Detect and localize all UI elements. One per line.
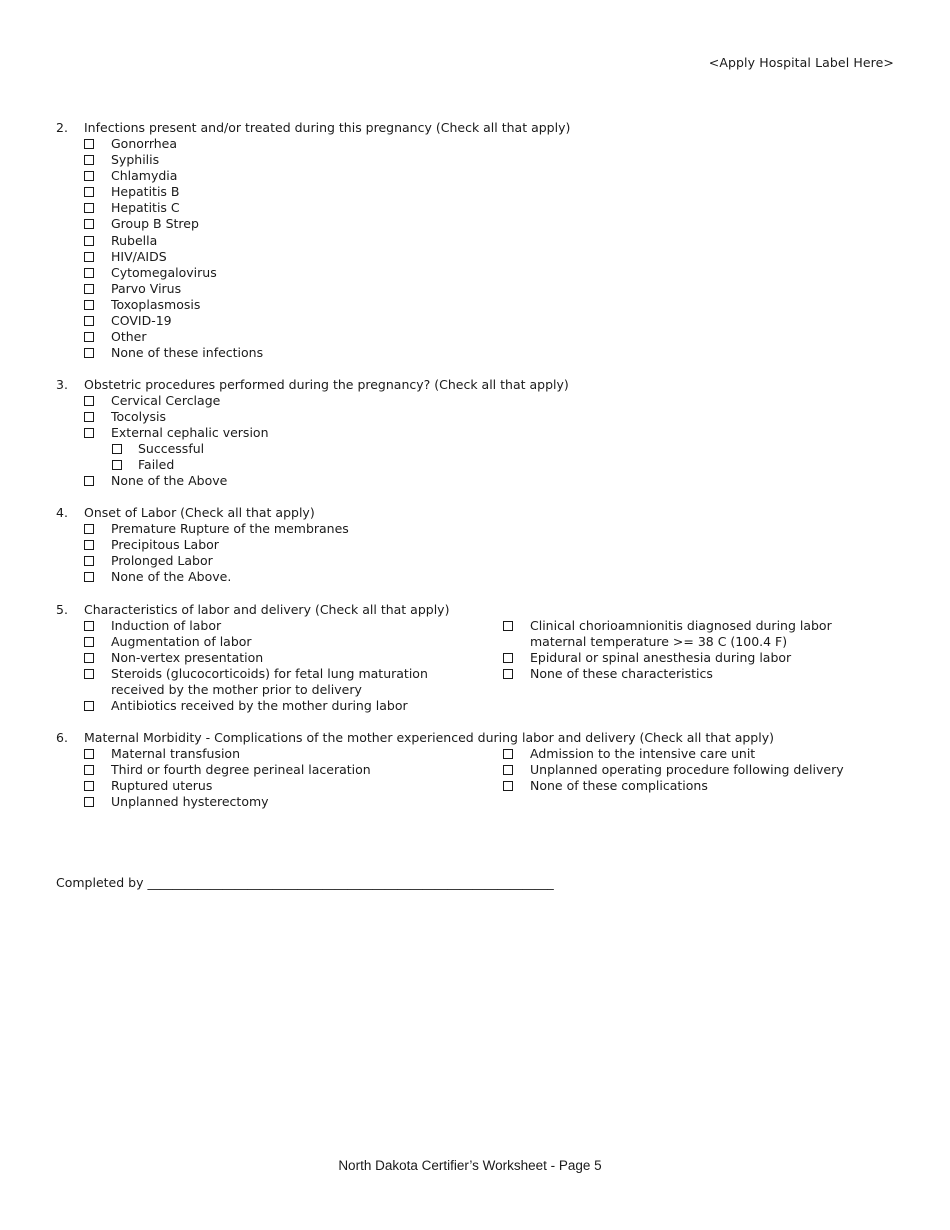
checkbox[interactable] [84,187,94,197]
q6-option-none[interactable] [503,778,896,794]
q5-option-antibiotics[interactable] [56,698,503,714]
checkbox[interactable] [84,155,94,165]
question-5 [56,602,896,715]
checkbox[interactable] [84,332,94,342]
option-label: Chlamydia [111,168,178,184]
option-label: Rubella [111,232,158,248]
q4-option-premature-rupture[interactable] [56,521,896,537]
checkbox[interactable] [84,316,94,326]
checkbox[interactable] [84,653,94,663]
q4-option-none[interactable] [56,569,896,585]
option-label [111,666,428,698]
q2-option-none[interactable] [56,345,896,361]
checkbox[interactable] [84,701,94,711]
q4-option-prolonged-labor[interactable] [56,553,896,569]
checkbox[interactable] [503,621,513,631]
question-4-text: Onset of Labor (Check all that apply) [84,505,315,520]
checkbox[interactable] [84,749,94,759]
checkbox[interactable] [503,765,513,775]
checkbox[interactable] [84,637,94,647]
q6-option-ruptured-uterus[interactable] [56,778,503,794]
option-label-line-2: maternal temperature >= 38 C (100.4 F) [530,634,788,650]
question-6-number: 6. [56,730,68,745]
question-2 [56,120,896,361]
option-label: Hepatitis B [111,184,180,200]
question-6-heading [56,730,896,746]
q2-option-covid-19[interactable] [56,313,896,329]
checkbox[interactable] [84,284,94,294]
checkbox[interactable] [84,268,94,278]
question-5-heading [56,602,896,618]
option-label: Non-vertex presentation [111,650,264,666]
q5-option-augmentation[interactable] [56,634,503,650]
question-3-heading [56,377,896,393]
q3-option-tocolysis[interactable] [56,409,896,425]
q3-option-none[interactable] [56,473,896,489]
checkbox[interactable] [503,669,513,679]
q2-option-parvo-virus[interactable] [56,281,896,297]
option-label: Unplanned hysterectomy [111,794,269,810]
checkbox[interactable] [84,171,94,181]
q2-option-hepatitis-b[interactable] [56,184,896,200]
q6-option-perineal-laceration[interactable] [56,762,503,778]
option-label: None of the Above [111,473,228,489]
checkbox[interactable] [84,300,94,310]
q5-option-none[interactable] [503,666,896,682]
option-label: Other [111,329,147,345]
q3-sub-option-failed[interactable] [56,457,896,473]
question-5-options [56,618,896,715]
checkbox[interactable] [84,428,94,438]
option-label: HIV/AIDS [111,248,167,264]
q2-option-group-b-strep[interactable] [56,216,896,232]
q2-option-hepatitis-c[interactable] [56,200,896,216]
q5-option-steroids[interactable] [56,666,503,698]
question-6-options [56,746,896,810]
checkbox[interactable] [112,460,122,470]
checkbox[interactable] [84,203,94,213]
option-label: Unplanned operating procedure following delivery [530,762,844,778]
option-label: None of these infections [111,345,264,361]
option-label-line-1: Steroids (glucocorticoids) for fetal lung maturation [111,666,428,682]
option-label: Antibiotics received by the mother during labor [111,698,408,714]
option-label: Precipitous Labor [111,537,219,553]
question-3-number: 3. [56,377,68,392]
q6-option-icu-admission[interactable] [503,746,896,762]
completed-by-field[interactable]: Completed by _________________________________________________________________ [56,875,554,890]
option-label: Maternal transfusion [111,746,240,761]
question-6-right-column [503,746,896,810]
question-3 [56,377,896,490]
option-label: Cervical Cerclage [111,393,221,408]
question-4 [56,505,896,585]
q2-option-other[interactable] [56,329,896,345]
q5-option-induction[interactable] [56,618,503,634]
checkbox[interactable] [112,444,122,454]
option-label: Toxoplasmosis [111,296,201,312]
option-label: Tocolysis [111,409,167,425]
checkbox[interactable] [84,556,94,566]
question-5-left-column [56,618,503,715]
option-label: Augmentation of labor [111,634,252,650]
question-3-text: Obstetric procedures performed during the pregnancy? (Check all that apply) [84,377,569,392]
option-label: Hepatitis C [111,200,180,216]
q2-option-rubella[interactable] [56,233,896,249]
checkbox[interactable] [84,412,94,422]
checkbox[interactable] [503,653,513,663]
q2-option-chlamydia[interactable] [56,168,896,184]
option-label: Premature Rupture of the membranes [111,521,349,536]
checkbox[interactable] [503,781,513,791]
checkbox[interactable] [84,396,94,406]
page-footer: North Dakota Certifier’s Worksheet - Page 5 [338,1158,602,1173]
option-label-line-2: received by the mother prior to delivery [111,682,362,698]
q5-option-epidural[interactable] [503,650,896,666]
q2-option-gonorrhea[interactable] [56,136,896,152]
checkbox[interactable] [84,765,94,775]
q3-option-cervical-cerclage[interactable] [56,393,896,409]
q6-option-transfusion[interactable] [56,746,503,762]
q5-option-non-vertex[interactable] [56,650,503,666]
question-2-number: 2. [56,120,68,135]
option-label: None of the Above. [111,569,232,585]
q5-option-chorioamnionitis[interactable] [503,618,896,650]
option-label: Third or fourth degree perineal laceration [111,762,371,778]
option-label: COVID-19 [111,313,172,329]
checkbox[interactable] [84,669,94,679]
checkbox[interactable] [84,348,94,358]
checkbox[interactable] [84,236,94,246]
option-label [530,618,832,650]
checkbox[interactable] [84,781,94,791]
checkbox[interactable] [84,476,94,486]
q6-option-unplanned-operation[interactable] [503,762,896,778]
hospital-label-placeholder: <Apply Hospital Label Here> [708,55,894,70]
question-2-heading [56,120,896,136]
question-5-text: Characteristics of labor and delivery (Check all that apply) [84,602,450,617]
option-label: Successful [138,441,205,457]
checkbox[interactable] [84,524,94,534]
option-label-line-1: Clinical chorioamnionitis diagnosed during labor [530,618,832,633]
option-label: Admission to the intensive care unit [530,746,756,761]
option-label: None of these characteristics [530,666,713,682]
question-4-heading [56,505,896,521]
checkbox[interactable] [84,252,94,262]
option-label: Gonorrhea [111,136,178,151]
question-2-text: Infections present and/or treated during this pregnancy (Check all that apply) [84,120,571,135]
question-6-text: Maternal Morbidity - Complications of the mother experienced during labor and delivery (Check all that apply) [84,730,774,745]
checkbox[interactable] [84,540,94,550]
question-4-number: 4. [56,505,68,520]
option-label: Failed [138,457,175,473]
option-label: Prolonged Labor [111,553,213,569]
checkbox[interactable] [84,139,94,149]
option-label: Group B Strep [111,216,199,232]
option-label: Induction of labor [111,618,222,633]
q2-option-syphilis[interactable] [56,152,896,168]
checkbox[interactable] [84,621,94,631]
q2-option-toxoplasmosis[interactable] [56,297,896,313]
option-label: External cephalic version [111,425,269,441]
option-label: Cytomegalovirus [111,264,217,280]
question-6 [56,730,896,810]
q6-option-hysterectomy[interactable] [56,794,503,810]
q3-option-external-cephalic-version[interactable] [56,425,896,441]
question-6-left-column [56,746,503,810]
q2-option-cytomegalovirus[interactable] [56,265,896,281]
option-label: None of these complications [530,778,708,794]
option-label: Parvo Virus [111,280,182,296]
option-label: Epidural or spinal anesthesia during labor [530,650,792,666]
checkbox[interactable] [84,219,94,229]
checkbox[interactable] [84,797,94,807]
q4-option-precipitous-labor[interactable] [56,537,896,553]
checkbox[interactable] [503,749,513,759]
question-5-right-column [503,618,896,715]
option-label: Syphilis [111,152,160,168]
q3-sub-option-successful[interactable] [56,441,896,457]
checkbox[interactable] [84,572,94,582]
q2-option-hiv-aids[interactable] [56,249,896,265]
option-label: Ruptured uterus [111,778,213,794]
question-5-number: 5. [56,602,68,617]
